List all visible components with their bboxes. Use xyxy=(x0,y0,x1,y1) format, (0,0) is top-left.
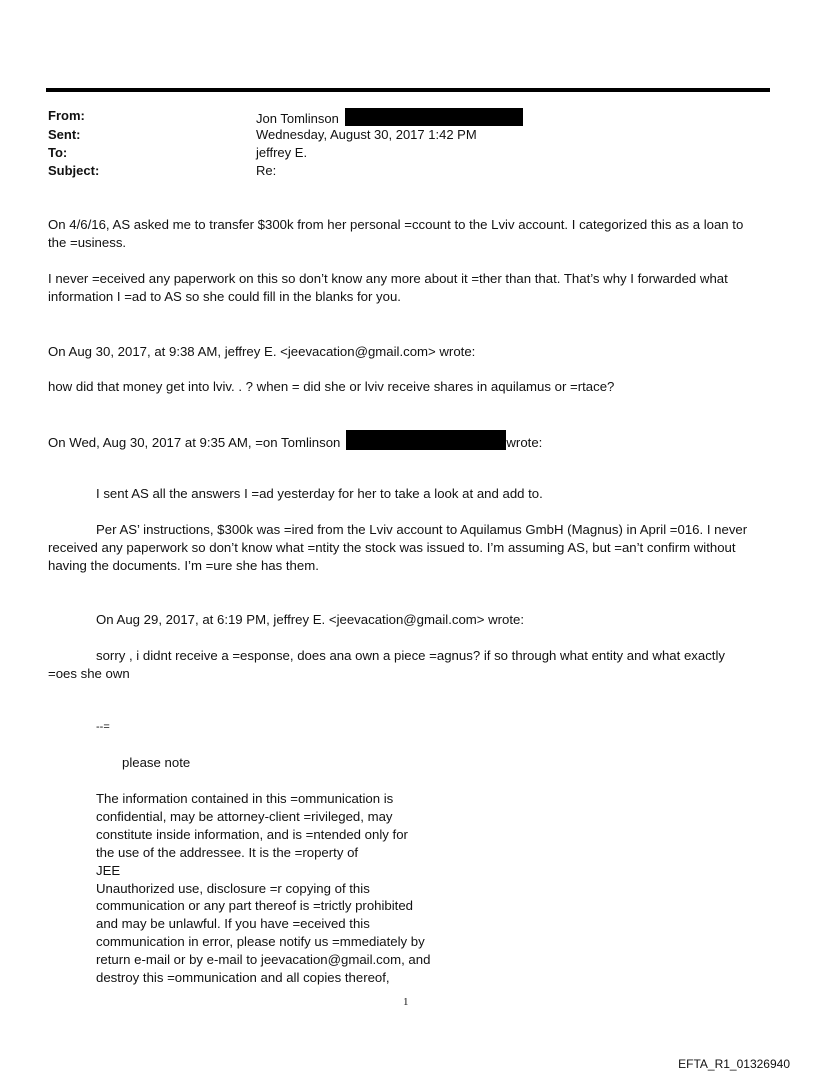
quote-text: Per AS’ instructions, $300k was =ired from the Lviv account to Aquilamus GmbH (Magnus) in April =016. I never xyxy=(96,522,748,537)
disclaimer-line: destroy this =ommunication and all copies thereof, xyxy=(96,970,390,986)
disclaimer-line: and may be unlawful. If you have =eceived this xyxy=(96,916,370,932)
quote-text: having the documents. I’m =ure she has them. xyxy=(48,558,319,573)
from-label: From: xyxy=(48,108,85,123)
body-line: information I =ad to AS so she could fill in the blanks for you. xyxy=(48,289,401,304)
disclaimer-line: the use of the addressee. It is the =roperty of xyxy=(96,844,359,860)
quote-text: =oes she own xyxy=(48,666,130,681)
quote-header-start: On Wed, Aug 30, 2017 at 9:35 AM, =on Tomlinson xyxy=(48,435,341,450)
signature-separator: --= xyxy=(96,721,110,733)
subject-label: Subject: xyxy=(48,163,100,178)
redaction-box xyxy=(346,430,506,450)
body-line: the =usiness. xyxy=(48,235,127,250)
disclaimer-line: The information contained in this =ommunication is xyxy=(96,791,394,806)
quote-header-end: wrote: xyxy=(506,435,543,450)
disclaimer-line: JEE xyxy=(96,862,121,878)
redaction-box xyxy=(345,108,523,126)
disclaimer-line: communication in error, please notify us =mmediately by xyxy=(96,934,425,950)
from-name: Jon Tomlinson xyxy=(256,111,339,126)
header-rule xyxy=(46,88,770,92)
bates-number: EFTA_R1_01326940 xyxy=(678,1057,790,1071)
quote-text: I sent AS all the answers I =ad yesterday for her to take a look at and add to. xyxy=(96,486,543,501)
sent-label: Sent: xyxy=(48,127,81,142)
page-number: 1 xyxy=(403,996,409,1008)
quote-header: On Aug 30, 2017, at 9:38 AM, jeffrey E. <jeevacation@gmail.com> wrote: xyxy=(48,344,476,359)
body-line: On 4/6/16, AS asked me to transfer $300k from her personal =ccount to the Lviv account. I categorized this as a loan to xyxy=(48,217,744,232)
quote-text: how did that money get into lviv. . ? when = did she or lviv receive shares in aquilamus or =rtace? xyxy=(48,379,615,394)
quote-header: On Aug 29, 2017, at 6:19 PM, jeffrey E. <jeevacation@gmail.com> wrote: xyxy=(96,612,525,627)
disclaimer-block xyxy=(96,790,430,987)
disclaimer-line: communication or any part thereof is =trictly prohibited xyxy=(96,898,414,914)
to-label: To: xyxy=(48,145,68,160)
signature-note: please note xyxy=(122,755,191,770)
to-value: jeffrey E. xyxy=(256,145,308,160)
quote-header xyxy=(48,430,542,452)
quote-text: received any paperwork so don’t know what =ntity the stock was issued to. I’m assuming AS, but =an’t confirm without xyxy=(48,540,736,555)
sent-value: Wednesday, August 30, 2017 1:42 PM xyxy=(256,127,477,142)
disclaimer-line: constitute inside information, and is =ntended only for xyxy=(96,826,408,842)
disclaimer-line: Unauthorized use, disclosure =r copying of this xyxy=(96,880,370,896)
quote-text: sorry , i didnt receive a =esponse, does ana own a piece =agnus? if so through what entity and what exactly xyxy=(96,648,725,663)
subject-value: Re: xyxy=(256,163,277,178)
disclaimer-line: confidential, may be attorney-client =rivileged, may xyxy=(96,808,393,824)
disclaimer-line: return e-mail or by e-mail to jeevacation@gmail.com, and xyxy=(96,952,431,968)
body-line: I never =eceived any paperwork on this so don’t know any more about it =ther than that. That’s why I forwarded what xyxy=(48,271,728,286)
from-value xyxy=(256,108,523,126)
